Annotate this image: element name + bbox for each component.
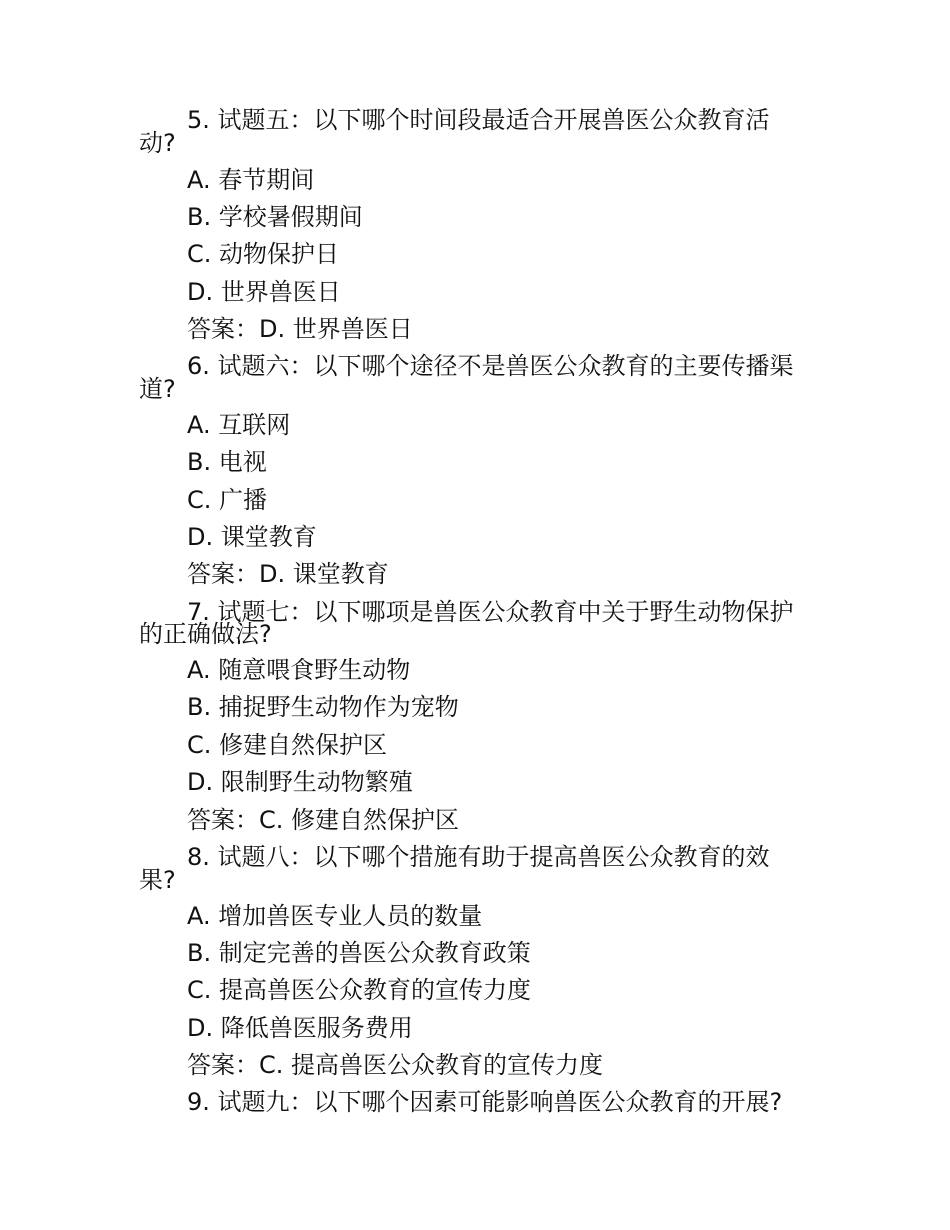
question-stem: 5. 试题五：以下哪个时间段最适合开展兽医公众教育活: [187, 106, 770, 134]
option-d: D. 限制野生动物繁殖: [187, 768, 413, 796]
option-b: B. 捕捉野生动物作为宠物: [187, 693, 459, 721]
question-stem-continuation: 的正确做法?: [139, 620, 272, 648]
option-c: C. 提高兽医公众教育的宣传力度: [187, 976, 532, 1004]
question-stem: 8. 试题八：以下哪个措施有助于提高兽医公众教育的效: [187, 843, 770, 871]
option-b: B. 学校暑假期间: [187, 203, 363, 231]
question-stem: 9. 试题九：以下哪个因素可能影响兽医公众教育的开展?: [187, 1088, 783, 1116]
option-a: A. 增加兽医专业人员的数量: [187, 902, 483, 930]
option-c: C. 修建自然保护区: [187, 731, 388, 759]
answer: 答案：D. 课堂教育: [187, 560, 389, 588]
answer: 答案：D. 世界兽医日: [187, 315, 413, 343]
option-a: A. 随意喂食野生动物: [187, 656, 411, 684]
question-stem-continuation: 果?: [139, 866, 176, 894]
answer: 答案：C. 修建自然保护区: [187, 806, 460, 834]
question-stem: 6. 试题六：以下哪个途径不是兽医公众教育的主要传播渠: [187, 352, 794, 380]
option-d: D. 课堂教育: [187, 523, 317, 551]
option-d: D. 世界兽医日: [187, 278, 341, 306]
option-c: C. 广播: [187, 486, 268, 514]
question-stem: 7. 试题七：以下哪项是兽医公众教育中关于野生动物保护: [187, 598, 794, 626]
option-d: D. 降低兽医服务费用: [187, 1014, 413, 1042]
option-a: A. 春节期间: [187, 166, 315, 194]
option-b: B. 制定完善的兽医公众教育政策: [187, 939, 531, 967]
option-c: C. 动物保护日: [187, 240, 340, 268]
question-stem-continuation: 动?: [139, 129, 176, 157]
answer: 答案：C. 提高兽医公众教育的宣传力度: [187, 1051, 604, 1079]
question-stem-continuation: 道?: [139, 375, 176, 403]
option-b: B. 电视: [187, 448, 267, 476]
option-a: A. 互联网: [187, 411, 291, 439]
